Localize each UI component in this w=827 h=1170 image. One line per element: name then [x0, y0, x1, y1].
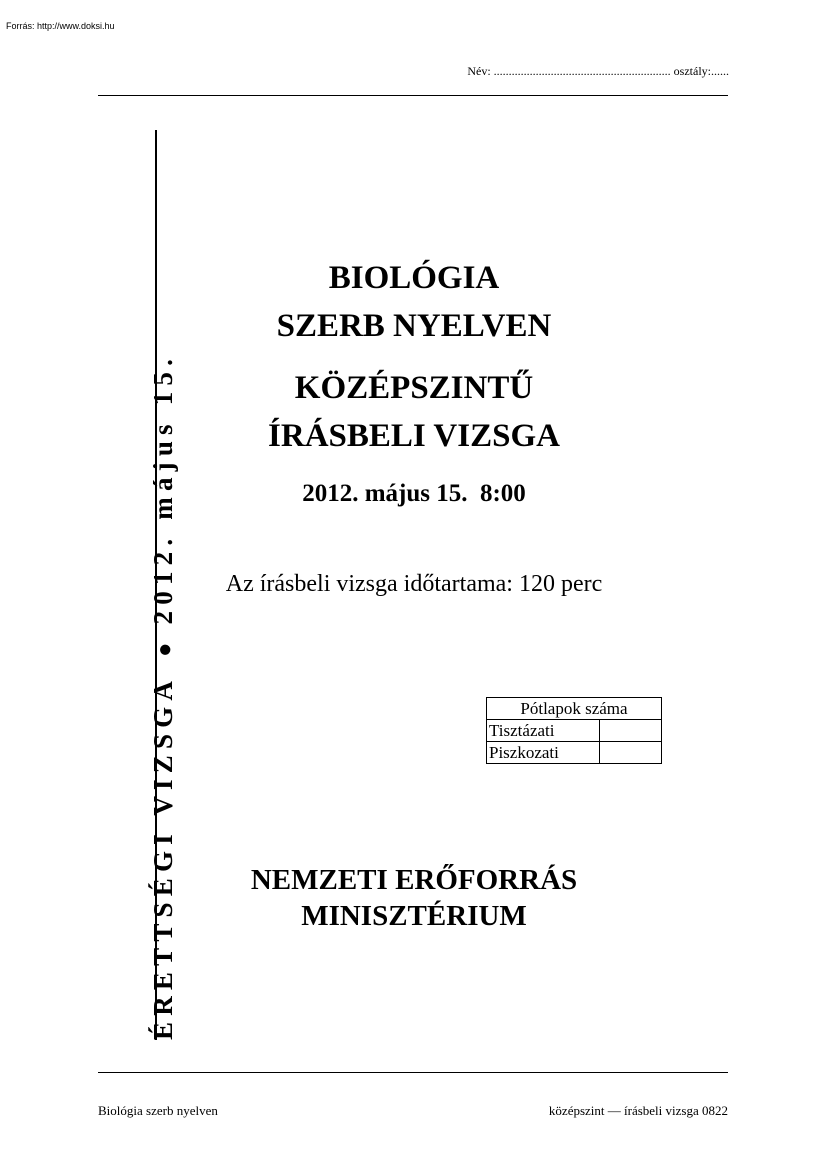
table-row	[487, 742, 662, 764]
ministry-name	[160, 862, 668, 934]
row-value-clean	[599, 720, 661, 742]
bottom-divider	[98, 1072, 728, 1073]
sidebar-exam-label: ÉRETTSÉGI VIZSGA	[148, 674, 178, 1040]
exam-level-title	[160, 364, 668, 460]
name-class-field: Név: ........................................................... osztály:......	[467, 64, 729, 78]
source-note: Forrás: http://www.doksi.hu	[6, 21, 115, 31]
supplementary-sheets-table	[486, 697, 662, 764]
top-divider	[98, 95, 728, 96]
table-header: Pótlapok száma	[487, 698, 662, 720]
subject-title	[160, 254, 668, 350]
subject-line-1: BIOLÓGIA	[328, 260, 500, 296]
level-line-2: ÍRÁSBELI VIZSGA	[268, 418, 560, 454]
sidebar-exam-date: 2012. május 15.	[148, 352, 178, 625]
exam-duration: Az írásbeli vizsga időtartama: 120 perc	[225, 571, 603, 597]
level-line-1: KÖZÉPSZINTŰ	[294, 370, 534, 406]
row-label-draft: Piszkozati	[487, 742, 600, 764]
row-value-draft	[599, 742, 661, 764]
row-label-clean: Tisztázati	[487, 720, 600, 742]
ministry-line-2: MINISZTÉRIUM	[301, 900, 527, 932]
footer-exam-code: középszint — írásbeli vizsga 0822	[548, 1103, 728, 1118]
subject-line-2: SZERB NYELVEN	[276, 308, 552, 344]
exam-datetime: 2012. május 15. 8:00	[302, 480, 526, 507]
table-row	[487, 720, 662, 742]
sidebar-bullet: ●	[152, 642, 178, 657]
ministry-line-1: NEMZETI ERŐFORRÁS	[250, 864, 578, 896]
footer-subject: Biológia szerb nyelven	[98, 1103, 218, 1118]
